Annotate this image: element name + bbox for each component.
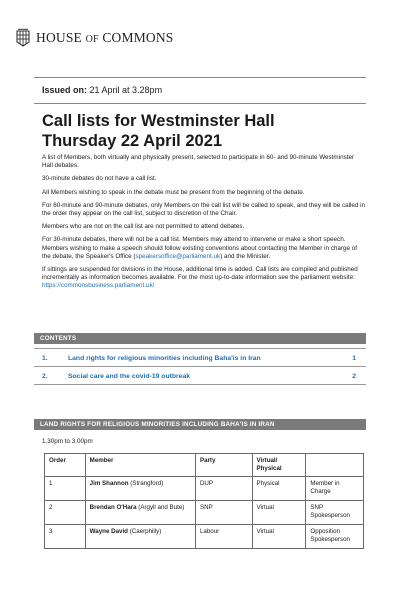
- order-cell: 2: [45, 501, 86, 525]
- mode-cell: Physical: [252, 477, 306, 501]
- page-title: Call lists for Westminster Hall Thursday 22 April 2021: [42, 112, 275, 150]
- contents-divider: [34, 384, 366, 385]
- mode-cell: Virtual: [252, 525, 306, 549]
- member-cell: Jim Shannon (Strangford): [85, 477, 195, 501]
- column-header-member: Member: [85, 454, 195, 477]
- column-header-party: Party: [195, 454, 252, 477]
- contents-heading: CONTENTS: [34, 333, 366, 344]
- divider-top: [34, 77, 366, 78]
- role-cell: SNP Spokesperson: [306, 501, 364, 525]
- role-cell: Opposition Spokesperson: [306, 525, 364, 549]
- order-cell: 1: [45, 477, 86, 501]
- column-header-order: Order: [45, 454, 86, 477]
- member-cell: Wayne David (Caerphilly): [85, 525, 195, 549]
- contents-divider: [34, 366, 366, 367]
- table-row: [45, 477, 364, 501]
- speakers-office-email-link[interactable]: speakersoffice@parliament.uk: [135, 252, 221, 260]
- order-cell: 3: [45, 525, 86, 549]
- table-row: [45, 525, 364, 549]
- mode-cell: Virtual: [252, 501, 306, 525]
- column-header-virtual-physical: Virtual/ Physical: [252, 454, 306, 477]
- house-name: HOUSE OF COMMONS: [36, 30, 174, 45]
- party-cell: DUP: [195, 477, 252, 501]
- member-cell: Brendan O'Hara (Argyll and Bute): [85, 501, 195, 525]
- role-cell: Member in Charge: [306, 477, 364, 501]
- column-header-role: [306, 454, 364, 477]
- contents-divider: [34, 348, 366, 349]
- divider-bottom: [34, 103, 366, 104]
- portcullis-icon: [16, 28, 30, 48]
- call-list-table: [44, 453, 364, 549]
- party-cell: Labour: [195, 525, 252, 549]
- intro-paragraph-30min: For 30-minute debates, there will not be a call list. Members may attend to intervene or make a short speech. Members wishing to make a speech should follow existing conventions about contacting the Member in charge of the debate, the Speaker's Office (speakersoffice@parliament.uk) and the Minister.: [42, 236, 358, 260]
- table-row: [45, 501, 364, 525]
- debate-heading: LAND RIGHTS FOR RELIGIOUS MINORITIES INCLUDING BAHA'IS IN IRAN: [34, 419, 366, 430]
- house-of-commons-header: [16, 28, 174, 48]
- document-page: HOUSE OF COMMONS Issued on: 21 April at 3.28pm Call lists for Westminster Hall Thursday 22 April 2021 A list of Members, both virtually and physically present, selected to participate in 60- and 90-minute Westminster Hall debates. 30-minute debates do not have a call list. All Members wishing to speak in the debate must be present from the beginning of the debate. For 60-minute and 90-minute debates, only Members on the call list will be called to speak, and they will be called in the order they appear on the call list, subject to discretion of the Chair. Members who are not on the call list are not permitted to attend debates. For 30-minute debates, there will not be a call list. Members may attend to intervene or make a short speech. Members wishing to make a speech should follow existing conventions about contacting the Member in charge of the debate, the Speaker's Office (speakersoffice@parliament.uk) and the Minister. If sittings are suspended for divisions in the House, additional time is added. Call lists are compiled and published incrementally as information becomes available. For the most up-to-date information see the parliament website: https://commonsbusiness.parliament.uk/ CONTENTS 1. Land rights for religious minorities including Baha'is in Iran 1 2. Social care and the covid-19 outbreak 2 LAND RIGHTS FOR RELIGIOUS MINORITIES INCLUDING BAHA'IS IN IRAN 1.30pm to 3.00pm Order Member Party Virtual/ Physical 1 Jim Shannon (Strangford) DUP Physical Member in Charge 2 Brendan O'Hara (Argyll and Bute) SNP Virtual SNP Spokesperson 3 Wayne David (Caerphilly) Labour Virtual Opposition Spokesperson: [0, 0, 400, 600]
- parliament-website-link[interactable]: https://commonsbusiness.parliament.uk/: [42, 282, 155, 290]
- party-cell: SNP: [195, 501, 252, 525]
- intro-paragraph-suspension: If sittings are suspended for divisions in the House, additional time is added. Call lists are compiled and published incrementally as information becomes available. For the most up-to-date information see the parliament website: https://commonsbusiness.parliament.uk/: [42, 266, 358, 290]
- table-header-row: [45, 454, 364, 477]
- debate-time: 1.30pm to 3.00pm: [42, 438, 93, 445]
- intro-text: A list of Members, both virtually and physically present, selected to participate in 60- and 90-minute Westminster Hall debates. 30-minute debates do not have a call list. All Members wishing to speak in the debate must be present from the beginning of the debate. For 60-minute and 90-minute debates, only Members on the call list will be called to speak, and they will be called in the order they appear on the call list, subject to discretion of the Chair. Members who are not on the call list are not permitted to attend debates. For 30-minute debates, there will not be a call list. Members may attend to intervene or make a short speech. Members wishing to make a speech should follow existing conventions about contacting the Member in charge of the debate, the Speaker's Office (speakersoffice@parliament.uk) and the Minister. If sittings are suspended for divisions in the House, additional time is added. Call lists are compiled and published incrementally as information becomes available. For the most up-to-date information see the parliament website: https://commonsbusiness.parliament.uk/: [42, 154, 366, 290]
- issued-line: Issued on: 21 April at 3.28pm: [42, 85, 163, 95]
